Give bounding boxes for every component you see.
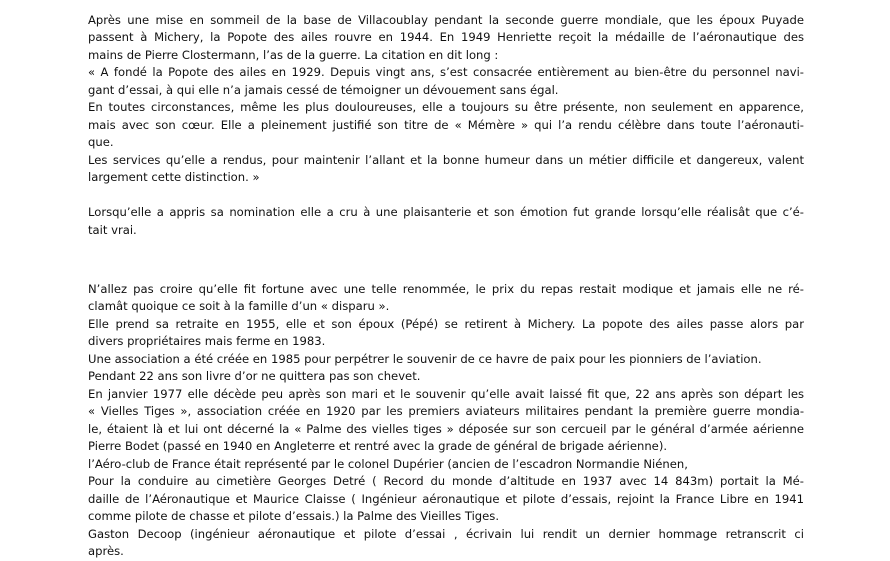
text-line-7: mais avec son cœur. Elle a pleinement justifié son titre de « Mémère » qui l’a rendu célèbre dans toute l’aéronauti- [88, 118, 804, 132]
text-line-9: Les services qu’elle a rendus, pour maintenir l’allant et la bonne humeur dans un métier difficile et dangereux, valent [88, 153, 804, 167]
text-line-20: « Vielles Tiges », association créée en 1920 par les premiers aviateurs militaires pendant la première guerre mondia- [88, 404, 804, 418]
text-line-28: après. [88, 544, 124, 558]
text-line-3: mains de Pierre Clostermann, l’as de la guerre. La citation en dit long : [88, 48, 499, 62]
text-line-4: « A fondé la Popote des ailes en 1929. Depuis vingt ans, s’est consacrée entièrement au bien-être du personnel navi- [88, 65, 804, 79]
text-line-18: Pendant 22 ans son livre d’or ne quittera pas son chevet. [88, 369, 421, 383]
text-line-11: Lorsqu’elle a appris sa nomination elle a cru à une plaisanterie et son émotion fut grande lorsqu’elle réalisât que c’é- [88, 205, 804, 219]
text-line-25: daille de l’Aéronautique et Maurice Claisse ( Ingénieur aéronautique et pilote d’essais, rejoint la France Libre en 1941 [88, 492, 804, 506]
text-line-12: tait vrai. [88, 223, 137, 237]
text-line-14: clamât quoique ce soit à la famille d’un « disparu ». [88, 299, 390, 313]
text-line-15: Elle prend sa retraite en 1955, elle et son époux (Pépé) se retirent à Michery. La popote des ailes passe alors par [88, 317, 804, 331]
text-line-5: gant d’essai, à qui elle n’a jamais cessé de témoigner un dévouement sans égal. [88, 83, 559, 97]
text-line-22: Pierre Bodet (passé en 1940 en Angleterre et rentré avec la grade de général de brigade aérienne). [88, 439, 668, 453]
text-line-2: passent à Michery, la Popote des ailes rouvre en 1944. En 1949 Henriette reçoit la médaille de l’aéronautique des [88, 30, 804, 44]
text-line-26: comme pilote de chasse et pilote d’essais.) la Palme des Vieilles Tiges. [88, 509, 500, 523]
text-line-8: que. [88, 135, 114, 149]
text-line-19: En janvier 1977 elle décède peu après son mari et le souvenir qu’elle avait laissé fit que, 22 ans après son départ les [88, 387, 804, 401]
text-line-23: l’Aéro-club de France était représenté par le colonel Dupérier (ancien de l’escadron Normandie Niénen, [88, 457, 688, 471]
text-line-16: divers propriétaires mais ferme en 1983. [88, 334, 326, 348]
text-line-17: Une association a été créée en 1985 pour perpétrer le souvenir de ce havre de paix pour les pionniers de l’aviation. [88, 352, 762, 366]
text-line-10: largement cette distinction. » [88, 170, 260, 184]
text-line-27: Gaston Decoop (ingénieur aéronautique et pilote d’essai , écrivain lui rendit un dernier hommage retranscrit ci [88, 527, 804, 541]
text-line-1: Après une mise en sommeil de la base de Villacoublay pendant la seconde guerre mondiale, que les époux Puyade [88, 13, 804, 27]
text-line-13: N’allez pas croire qu’elle fit fortune avec une telle renommée, le prix du repas restait modique et jamais elle ne ré- [88, 282, 804, 296]
text-line-6: En toutes circonstances, même les plus douloureuses, elle a toujours su être présente, non seulement en apparence, [88, 100, 804, 114]
text-line-21: le, étaient là et lui ont décerné la « Palme des vielles tiges » déposée sur son cercueil par le général d’armée aérienne [88, 422, 804, 436]
text-line-24: Pour la conduire au cimetière Georges Detré ( Record du monde d’altitude en 1937 avec 14 843m) portait la Mé- [88, 474, 804, 488]
